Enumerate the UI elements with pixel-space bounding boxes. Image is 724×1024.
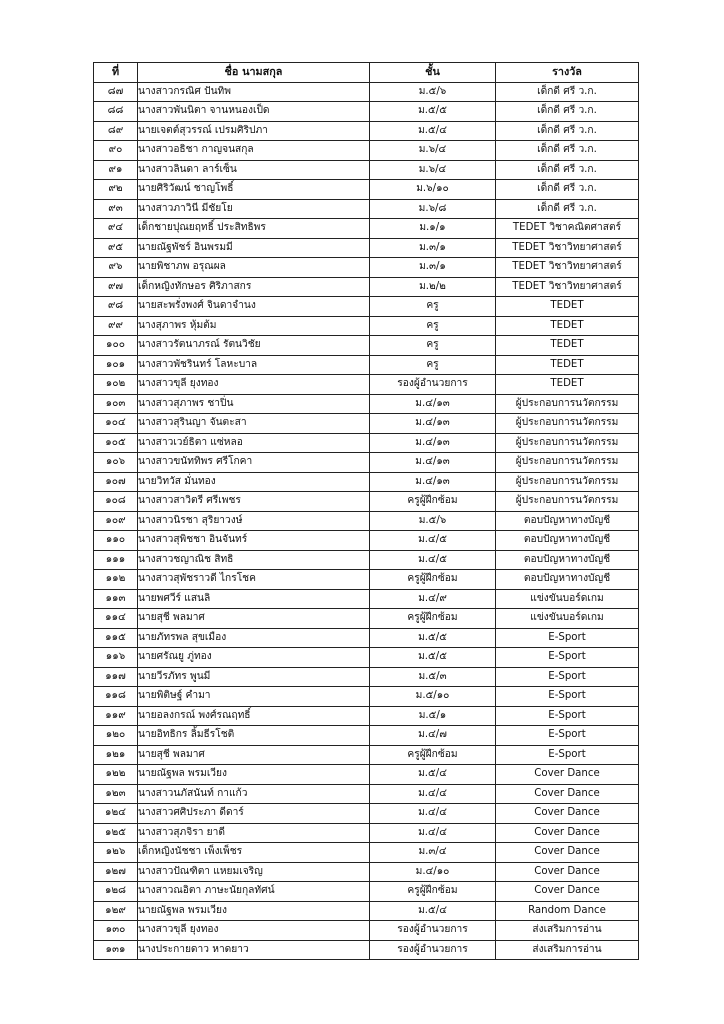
cell-no: ๙๖ [94,258,138,278]
header-name: ชื่อ นามสกุล [138,63,370,83]
cell-award: เด็กดี ศรี ว.ก. [496,141,639,161]
cell-award: ส่งเสริมการอ่าน [496,940,639,960]
cell-level: ม.๒/๒ [370,277,496,297]
cell-level: ม.๔/๙ [370,589,496,609]
cell-no: ๑๑๒ [94,570,138,590]
table-row [94,550,639,570]
table-row [94,414,639,434]
cell-no: ๙๗ [94,277,138,297]
cell-level: ครู [370,297,496,317]
cell-award: Cover Dance [496,823,639,843]
cell-award: ตอบปัญหาทางบัญชี [496,511,639,531]
cell-name: นางสาวสุพิชชา อินจันทร์ [138,531,370,551]
cell-award: เด็กดี ศรี ว.ก. [496,121,639,141]
cell-award: ผู้ประกอบการนวัตกรรม [496,472,639,492]
cell-level: ม.๕/๖ [370,511,496,531]
table-row [94,375,639,395]
cell-level: ม.๔/๕ [370,550,496,570]
cell-award: ผู้ประกอบการนวัตกรรม [496,433,639,453]
cell-name: นางสาวนิรชา สุริยาวงษ์ [138,511,370,531]
cell-no: ๑๐๐ [94,336,138,356]
cell-award: E-Sport [496,687,639,707]
cell-no: ๙๓ [94,199,138,219]
cell-level: ครู [370,355,496,375]
cell-level: ครู [370,336,496,356]
table-row [94,141,639,161]
cell-award: E-Sport [496,648,639,668]
cell-level: ม.๕/๔ [370,901,496,921]
cell-level: ม.๕/๕ [370,102,496,122]
cell-name: นางสาวลินดา ลาร์เซ็น [138,160,370,180]
cell-name: นายณัฐพล พรมเวียง [138,765,370,785]
cell-award: ตอบปัญหาทางบัญชี [496,570,639,590]
cell-award: ผู้ประกอบการนวัตกรรม [496,492,639,512]
cell-award: ตอบปัญหาทางบัญชี [496,531,639,551]
cell-no: ๑๒๔ [94,804,138,824]
table-row [94,277,639,297]
table-row [94,219,639,239]
cell-award: Cover Dance [496,784,639,804]
cell-name: นายศิริวัฒน์ ชาญโพธิ์ [138,180,370,200]
table-row [94,336,639,356]
cell-no: ๙๘ [94,297,138,317]
table-row [94,531,639,551]
cell-no: ๑๐๖ [94,453,138,473]
cell-level: ม.๕/๔ [370,765,496,785]
cell-no: ๑๐๒ [94,375,138,395]
cell-level: ม.๕/๔ [370,121,496,141]
cell-no: ๙๑ [94,160,138,180]
roster-body [94,82,639,960]
cell-no: ๘๘ [94,102,138,122]
header-no: ที่ [94,63,138,83]
cell-level: ม.๓/๑ [370,238,496,258]
table-row [94,297,639,317]
cell-no: ๑๒๘ [94,882,138,902]
table-row [94,804,639,824]
cell-award: แข่งขันบอร์ดเกม [496,589,639,609]
cell-award: E-Sport [496,745,639,765]
cell-no: ๑๑๑ [94,550,138,570]
cell-no: ๑๐๓ [94,394,138,414]
cell-no: ๑๐๑ [94,355,138,375]
cell-award: TEDET [496,375,639,395]
cell-no: ๑๐๗ [94,472,138,492]
cell-level: ม.๑/๑ [370,219,496,239]
cell-level: ม.๕/๑ [370,706,496,726]
cell-award: แข่งขันบอร์ดเกม [496,609,639,629]
cell-no: ๑๑๗ [94,667,138,687]
cell-award: TEDET [496,297,639,317]
cell-award: TEDET [496,355,639,375]
cell-award: E-Sport [496,628,639,648]
cell-award: TEDET [496,316,639,336]
cell-level: ครูผู้ฝึกซ้อม [370,492,496,512]
cell-no: ๙๐ [94,141,138,161]
cell-level: ม.๖/๔ [370,141,496,161]
table-row [94,121,639,141]
cell-no: ๑๑๙ [94,706,138,726]
cell-no: ๑๒๒ [94,765,138,785]
cell-award: E-Sport [496,667,639,687]
cell-name: นางสาวภาวินี มีชัยโย [138,199,370,219]
cell-level: ครูผู้ฝึกซ้อม [370,570,496,590]
cell-no: ๑๑๓ [94,589,138,609]
cell-level: รองผู้อำนวยการ [370,375,496,395]
cell-name: นางสาวนภัสนันท์ กาแก้ว [138,784,370,804]
header-row [94,63,639,83]
table-row [94,102,639,122]
cell-level: ม.๔/๗ [370,726,496,746]
cell-level: ม.๓/๔ [370,843,496,863]
cell-name: นายเจตต์สุวรรณ์ เปรมศิริปภา [138,121,370,141]
table-row [94,609,639,629]
cell-no: ๙๙ [94,316,138,336]
cell-level: ม.๔/๔ [370,823,496,843]
cell-no: ๙๔ [94,219,138,239]
cell-name: นางสาวขุลี ยุงทอง [138,921,370,941]
cell-award: เด็กดี ศรี ว.ก. [496,160,639,180]
header-level: ชั้น [370,63,496,83]
cell-name: นางสาวขนัททิพร ศรีโกคา [138,453,370,473]
cell-name: นายพิติษฐ์ คำมา [138,687,370,707]
cell-name: นางสาวสุพัชราวดี ไกรโชค [138,570,370,590]
cell-no: ๑๐๕ [94,433,138,453]
cell-name: นายสุชี พลมาศ [138,745,370,765]
cell-no: ๑๐๔ [94,414,138,434]
table-row [94,843,639,863]
cell-name: นางสาวชญาณิช สิทธิ [138,550,370,570]
table-row [94,687,639,707]
cell-name: นางสาวรัตนาภรณ์ รัตนวิชัย [138,336,370,356]
cell-award: ผู้ประกอบการนวัตกรรม [496,394,639,414]
cell-level: ม.๔/๑๓ [370,414,496,434]
cell-name: นางสาวปัณฑิตา แหยมเจริญ [138,862,370,882]
cell-no: ๙๕ [94,238,138,258]
table-row [94,726,639,746]
cell-name: นายอิทธิกร ลิ้มธีรโชติ [138,726,370,746]
cell-award: Random Dance [496,901,639,921]
cell-award: เด็กดี ศรี ว.ก. [496,82,639,102]
table-row [94,765,639,785]
table-row [94,667,639,687]
cell-no: ๑๒๕ [94,823,138,843]
table-row [94,823,639,843]
cell-award: E-Sport [496,726,639,746]
cell-award: TEDET วิชาวิทยาศาสตร์ [496,277,639,297]
cell-no: ๑๒๐ [94,726,138,746]
cell-no: ๑๑๕ [94,628,138,648]
cell-award: TEDET [496,336,639,356]
cell-no: ๑๐๘ [94,492,138,512]
cell-level: ม.๖/๑๐ [370,180,496,200]
cell-no: ๑๑๐ [94,531,138,551]
cell-award: เด็กดี ศรี ว.ก. [496,199,639,219]
cell-award: Cover Dance [496,804,639,824]
table-row [94,628,639,648]
cell-name: นางสาวศศิประภา ดีดาร์ [138,804,370,824]
cell-name: นางสาวพัชรินทร์ โลหะบาล [138,355,370,375]
cell-name: นางสาวสุภจิรา ยาดี [138,823,370,843]
cell-no: ๑๑๖ [94,648,138,668]
cell-award: TEDET วิชาคณิตศาสตร์ [496,219,639,239]
table-row [94,258,639,278]
cell-level: ครูผู้ฝึกซ้อม [370,609,496,629]
cell-name: นางประกายดาว หาดยาว [138,940,370,960]
cell-level: ครูผู้ฝึกซ้อม [370,745,496,765]
cell-level: ม.๕/๕ [370,648,496,668]
table-row [94,940,639,960]
table-row [94,784,639,804]
table-row [94,433,639,453]
cell-name: นายพิชาภพ อรุณผล [138,258,370,278]
table-row [94,316,639,336]
table-row [94,82,639,102]
cell-name: นายวีรภัทร พูนมี [138,667,370,687]
table-row [94,745,639,765]
cell-no: ๘๗ [94,82,138,102]
cell-award: ผู้ประกอบการนวัตกรรม [496,453,639,473]
table-row [94,862,639,882]
cell-no: ๑๓๑ [94,940,138,960]
table-row [94,492,639,512]
cell-name: เด็กหญิงทักษอร ศิริภาสกร [138,277,370,297]
cell-level: ม.๔/๑๓ [370,472,496,492]
cell-award: ผู้ประกอบการนวัตกรรม [496,414,639,434]
cell-name: นายอลงกรณ์ พงศ์รณฤทธิ์ [138,706,370,726]
cell-level: ม.๕/๕ [370,628,496,648]
cell-name: นายภัทรพล สุขเมือง [138,628,370,648]
cell-award: Cover Dance [496,882,639,902]
table-row [94,882,639,902]
cell-name: นายพศวีร์ แสนลิ [138,589,370,609]
cell-name: นางสาวพันนิตา จานหนองเป็ด [138,102,370,122]
cell-name: นายณัฐพล พรมเวียง [138,901,370,921]
cell-name: นางสาวสุรินญา จันตะสา [138,414,370,434]
table-row [94,589,639,609]
cell-no: ๘๙ [94,121,138,141]
table-row [94,394,639,414]
cell-level: ม.๕/๑๐ [370,687,496,707]
cell-name: นางสาวอธิชา กาญจนสกุล [138,141,370,161]
table-row [94,706,639,726]
cell-name: นางสุภาพร หุ้มต้ม [138,316,370,336]
cell-name: นายสุชี พลมาศ [138,609,370,629]
cell-award: Cover Dance [496,843,639,863]
table-row [94,921,639,941]
cell-name: เด็กหญิงนัชชา เพ็งเพ็ชร [138,843,370,863]
table-row [94,199,639,219]
cell-no: ๑๒๗ [94,862,138,882]
cell-level: ม.๕/๓ [370,667,496,687]
table-row [94,648,639,668]
cell-award: เด็กดี ศรี ว.ก. [496,180,639,200]
cell-level: ม.๕/๖ [370,82,496,102]
cell-name: นางสาวกรณิศ ปันทิพ [138,82,370,102]
table-row [94,160,639,180]
cell-award: Cover Dance [496,765,639,785]
cell-no: ๑๒๓ [94,784,138,804]
cell-level: ม.๔/๕ [370,531,496,551]
cell-name: นายศรัณยู ภู่ทอง [138,648,370,668]
cell-award: TEDET วิชาวิทยาศาสตร์ [496,238,639,258]
cell-no: ๑๐๙ [94,511,138,531]
cell-no: ๑๑๘ [94,687,138,707]
cell-name: นายณัฐพัชร์ อินพรมมี [138,238,370,258]
cell-no: ๑๒๑ [94,745,138,765]
table-row [94,472,639,492]
cell-no: ๑๑๔ [94,609,138,629]
cell-name: นางสาวสาวิตรี ศรีเพชร [138,492,370,512]
table-row [94,570,639,590]
cell-level: รองผู้อำนวยการ [370,940,496,960]
table-row [94,453,639,473]
cell-name: นางสาวเวย์ธิตา แซ่หลอ [138,433,370,453]
cell-name: นายวิทวัส มั่นทอง [138,472,370,492]
cell-level: ม.๖/๔ [370,160,496,180]
cell-level: ม.๖/๘ [370,199,496,219]
cell-level: ม.๓/๑ [370,258,496,278]
table-row [94,355,639,375]
cell-level: ม.๔/๔ [370,784,496,804]
cell-award: ตอบปัญหาทางบัญชี [496,550,639,570]
cell-award: Cover Dance [496,862,639,882]
cell-no: ๑๒๙ [94,901,138,921]
table-row [94,238,639,258]
cell-level: ม.๔/๑๐ [370,862,496,882]
cell-level: รองผู้อำนวยการ [370,921,496,941]
table-row [94,511,639,531]
cell-award: เด็กดี ศรี ว.ก. [496,102,639,122]
header-award: รางวัล [496,63,639,83]
cell-award: ส่งเสริมการอ่าน [496,921,639,941]
cell-level: ครูผู้ฝึกซ้อม [370,882,496,902]
cell-level: ม.๔/๑๓ [370,433,496,453]
cell-level: ม.๔/๔ [370,804,496,824]
cell-no: ๙๒ [94,180,138,200]
cell-award: TEDET วิชาวิทยาศาสตร์ [496,258,639,278]
cell-no: ๑๓๐ [94,921,138,941]
cell-award: E-Sport [496,706,639,726]
cell-name: นางสาวขุลี ยุงทอง [138,375,370,395]
cell-level: ครู [370,316,496,336]
table-row [94,180,639,200]
cell-level: ม.๔/๑๓ [370,453,496,473]
cell-name: นายสะพรั่งพงศ์ จินดาจำนง [138,297,370,317]
award-roster-table [93,62,639,960]
cell-name: นางสาวสุภาพร ชาปิ่น [138,394,370,414]
cell-level: ม.๔/๑๓ [370,394,496,414]
cell-no: ๑๒๖ [94,843,138,863]
cell-name: นางสาวณอิตา ภาษะนัยกุลทัศน์ [138,882,370,902]
table-row [94,901,639,921]
cell-name: เด็กชายปุณยฤทธิ์ ประสิทธิพร [138,219,370,239]
